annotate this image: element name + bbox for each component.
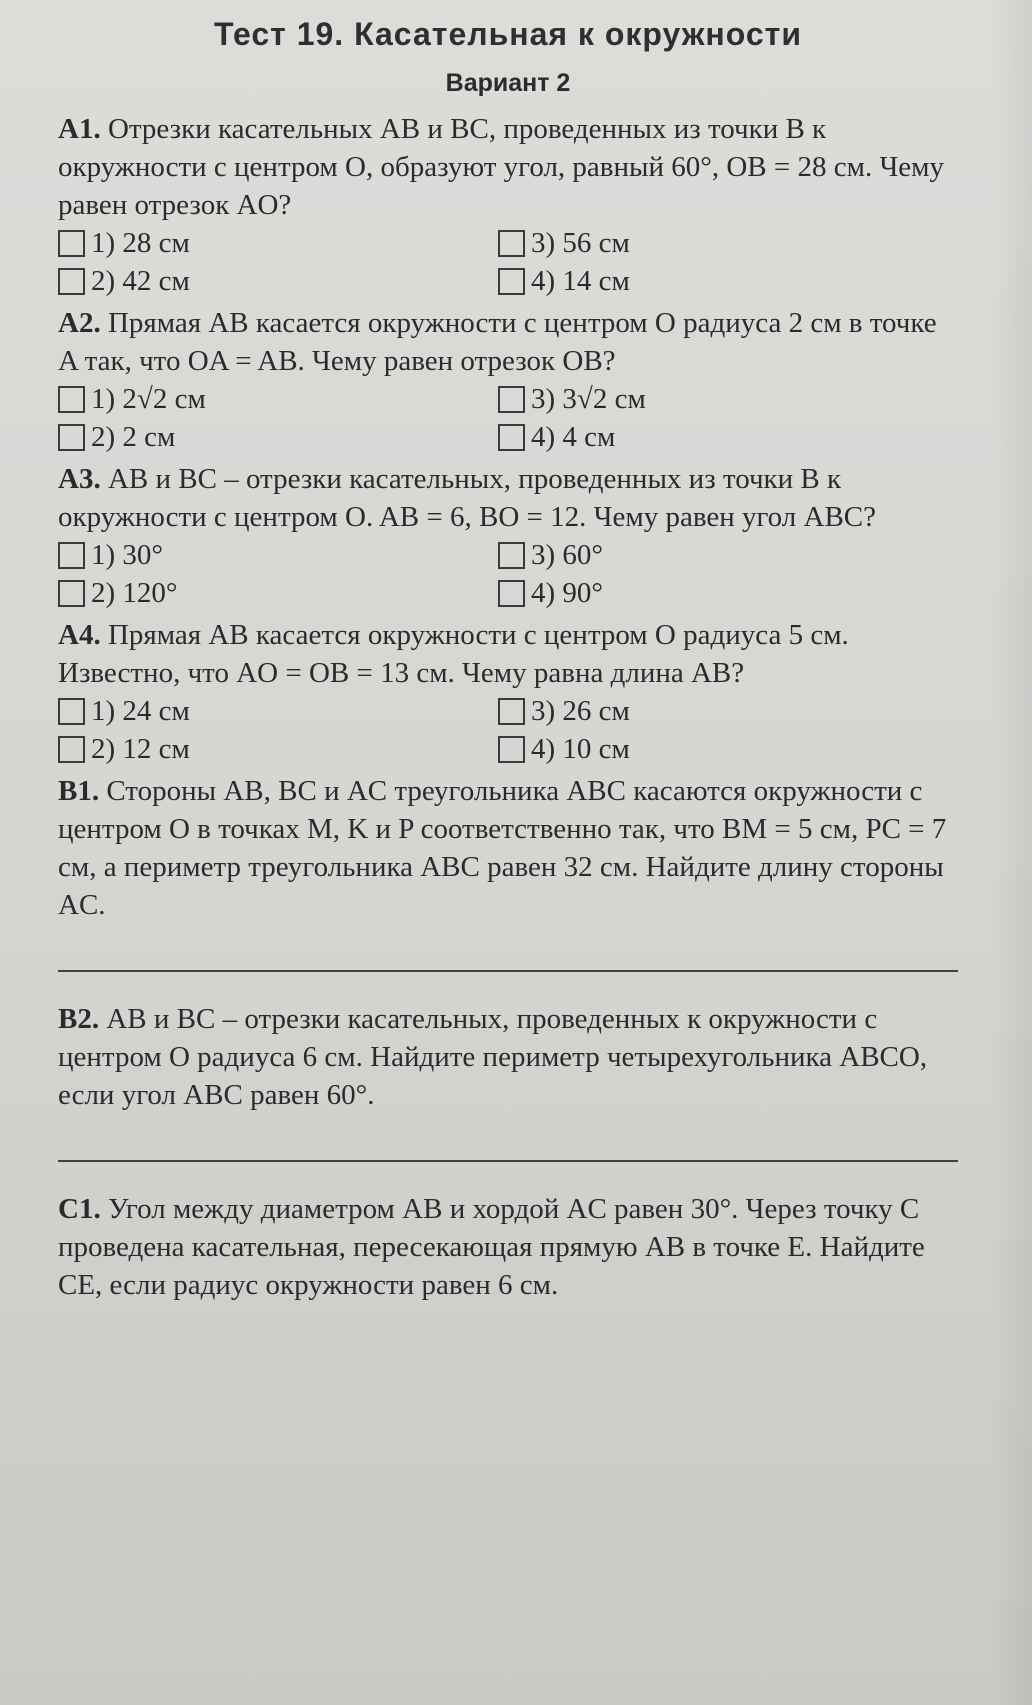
- checkbox[interactable]: [498, 698, 525, 725]
- checkbox[interactable]: [58, 386, 85, 413]
- checkbox[interactable]: [498, 736, 525, 763]
- answer-option[interactable]: [498, 732, 938, 766]
- task-text: Прямая AB касается окружности с центром O радиуса 5 см. Известно, что AO = OB = 13 см. Чему равна длина AB?: [58, 619, 849, 689]
- answer-option[interactable]: [498, 420, 938, 454]
- answer-option[interactable]: [58, 420, 498, 454]
- answer-label: 1) 30°: [91, 538, 164, 571]
- task-number: А1.: [58, 113, 101, 145]
- answer-label: 2) 12 см: [91, 732, 190, 765]
- task-a1: [58, 110, 958, 224]
- answer-label: 3) 26 см: [531, 694, 630, 727]
- variant-heading: Вариант 2: [445, 69, 571, 97]
- task-number: А3.: [58, 463, 101, 495]
- task-text: AB и BC – отрезки касательных, проведенных из точки B к окружности с центром O. AB = 6, BO = 12. Чему равен угол ABC?: [58, 463, 877, 533]
- answer-option[interactable]: [58, 538, 498, 572]
- answer-label: 1) 24 см: [91, 694, 190, 727]
- answer-options-a4: [58, 694, 958, 766]
- answer-label: 3) 60°: [531, 538, 604, 571]
- task-number: С1.: [58, 1193, 101, 1225]
- sheet-edge: [992, 0, 1032, 1705]
- answer-option[interactable]: [498, 226, 938, 260]
- task-b2: [58, 1000, 958, 1114]
- task-text: Отрезки касательных AB и BC, проведенных из точки B к окружности с центром O, образуют угол, равный 60°, OB = 28 см. Чему равен отрезок AO?: [58, 113, 945, 221]
- checkbox[interactable]: [498, 230, 525, 257]
- task-number: В2.: [58, 1003, 100, 1035]
- answer-label: 2) 2 см: [91, 420, 176, 453]
- answer-label: 1) 28 см: [91, 226, 190, 259]
- answer-line-b2[interactable]: [58, 1160, 958, 1162]
- page-title: Тест 19. Касательная к окружности: [214, 16, 802, 52]
- answer-label: 4) 4 см: [531, 420, 616, 453]
- answer-option[interactable]: [498, 538, 938, 572]
- answer-label: 4) 10 см: [531, 732, 630, 765]
- answer-option[interactable]: [58, 694, 498, 728]
- answer-option[interactable]: [58, 732, 498, 766]
- answer-option[interactable]: [58, 382, 498, 416]
- answer-label: 1) 2√2 см: [91, 382, 206, 415]
- checkbox[interactable]: [498, 386, 525, 413]
- answer-option[interactable]: [58, 264, 498, 298]
- checkbox[interactable]: [58, 230, 85, 257]
- checkbox[interactable]: [498, 580, 525, 607]
- answer-label: 3) 56 см: [531, 226, 630, 259]
- answer-label: 2) 42 см: [91, 264, 190, 297]
- answer-label: 4) 14 см: [531, 264, 630, 297]
- task-text: AB и BC – отрезки касательных, проведенных к окружности с центром O радиуса 6 см. Найдите периметр четырехугольника ABCO, если угол ABC равен 60°.: [58, 1003, 928, 1111]
- checkbox[interactable]: [498, 424, 525, 451]
- task-c1: [58, 1190, 958, 1304]
- task-text: Угол между диаметром AB и хордой AC равен 30°. Через точку C проведена касательная, пересекающая прямую AB в точке E. Найдите CE, если радиус окружности равен 6 см.: [58, 1193, 925, 1301]
- answer-label: 2) 120°: [91, 576, 178, 609]
- checkbox[interactable]: [58, 424, 85, 451]
- task-number: В1.: [58, 775, 100, 807]
- answer-label: 4) 90°: [531, 576, 604, 609]
- answer-option[interactable]: [498, 382, 938, 416]
- answer-option[interactable]: [58, 226, 498, 260]
- task-number: А2.: [58, 307, 101, 339]
- checkbox[interactable]: [58, 698, 85, 725]
- checkbox[interactable]: [498, 542, 525, 569]
- answer-options-a2: [58, 382, 958, 454]
- task-text: Стороны AB, BC и AC треугольника ABC касаются окружности с центром O в точках M, K и P соответственно так, что BM = 5 см, PC = 7 см, а периметр треугольника ABC равен 32 см. Найдите длину стороны AC.: [58, 775, 947, 921]
- task-number: А4.: [58, 619, 101, 651]
- checkbox[interactable]: [58, 736, 85, 763]
- task-text: Прямая AB касается окружности с центром O радиуса 2 см в точке A так, что OA = AB. Чему равен отрезок OB?: [58, 307, 937, 377]
- test-page: [58, 10, 958, 1304]
- answer-options-a3: [58, 538, 958, 610]
- task-b1: [58, 772, 958, 924]
- answer-option[interactable]: [498, 694, 938, 728]
- checkbox[interactable]: [498, 268, 525, 295]
- answer-option[interactable]: [498, 264, 938, 298]
- checkbox[interactable]: [58, 268, 85, 295]
- task-a2: [58, 304, 958, 380]
- checkbox[interactable]: [58, 580, 85, 607]
- checkbox[interactable]: [58, 542, 85, 569]
- answer-options-a1: [58, 226, 958, 298]
- answer-option[interactable]: [58, 576, 498, 610]
- answer-line-b1[interactable]: [58, 970, 958, 972]
- answer-label: 3) 3√2 см: [531, 382, 646, 415]
- task-a3: [58, 460, 958, 536]
- answer-option[interactable]: [498, 576, 938, 610]
- task-a4: [58, 616, 958, 692]
